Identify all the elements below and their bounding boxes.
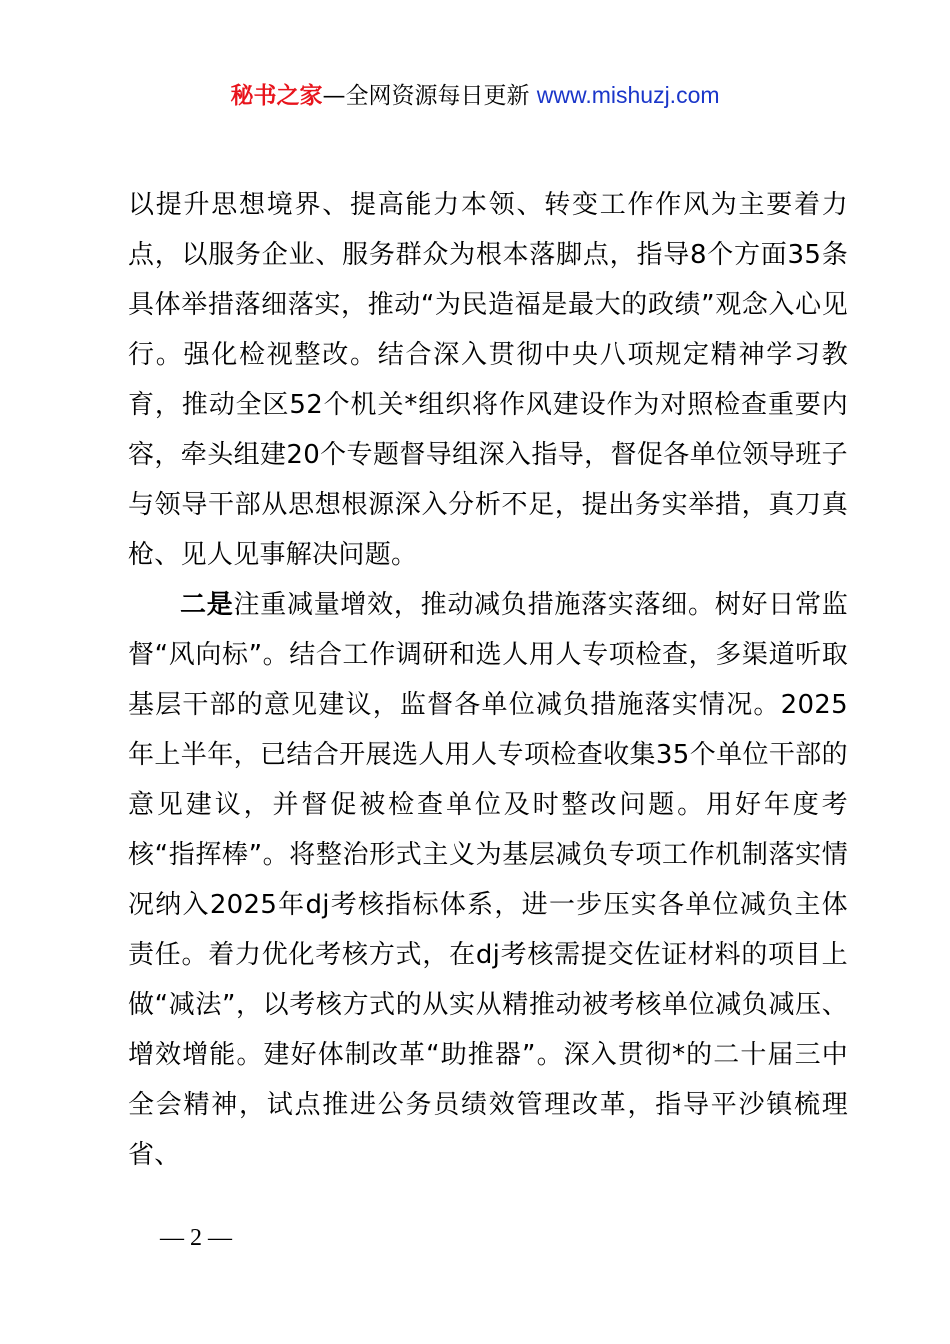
paragraph-1-text: 以提升思想境界、提高能力本领、转变工作作风为主要着力点，以服务企业、服务群众为根本落脚点，指导8个方面35条具体举措落细落实，推动“为民造福是最大的政绩”观念入心见行。强化检视整改。结合深入贯彻中央八项规定精神学习教育，推动全区52个机关*组织将作风建设作为对照检查重要内容，牵头组建20个专题督导组深入指导，督促各单位领导班子与领导干部从思想根源深入分析不足，提出务实举措，真刀真枪、见人见事解决问题。: [128, 190, 848, 570]
document-body: [128, 180, 848, 1180]
paragraph-2-text: 注重减量增效，推动减负措施落实落细。树好日常监督“风向标”。结合工作调研和选人用人专项检查，多渠道听取基层干部的意见建议，监督各单位减负措施落实情况。2025年上半年，已结合开展选人用人专项检查收集35个单位干部的意见建议，并督促被检查单位及时整改问题。用好年度考核“指挥棒”。将整治形式主义为基层减负专项工作机制落实情况纳入2025年dj考核指标体系，进一步压实各单位减负主体责任。着力优化考核方式，在dj考核需提交佐证材料的项目上做“减法”，以考核方式的从实从精推动被考核单位减负减压、增效增能。建好体制改革“助推器”。深入贯彻*的二十届三中全会精神，试点推进公务员绩效管理改革，指导平沙镇梳理省、: [128, 590, 848, 1170]
paragraph-2: [128, 580, 848, 1180]
paragraph-1: [128, 180, 848, 580]
header-tagline: —全网资源每日更新: [322, 83, 537, 109]
site-url[interactable]: www.mishuzj.com: [536, 82, 720, 108]
page-header: [0, 78, 950, 113]
paragraph-2-lead: 二是: [180, 590, 234, 620]
page-number: — 2 —: [160, 1225, 232, 1251]
brand-name: 秘书之家: [230, 83, 323, 109]
